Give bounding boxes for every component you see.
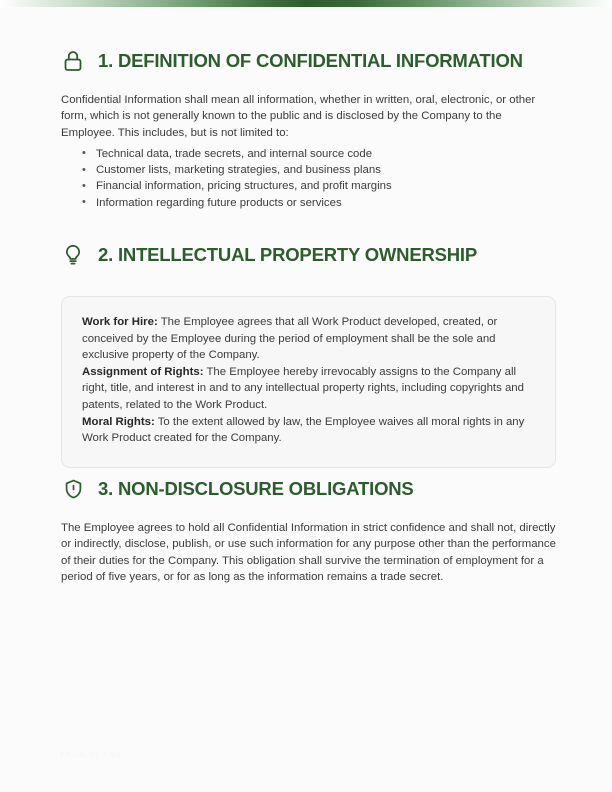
section-definition-of-confidential-information bbox=[0, 42, 612, 211]
list-item: • Customer lists, marketing strategies, and business plans bbox=[96, 162, 612, 178]
confidential-information-list bbox=[0, 146, 612, 211]
lightbulb-icon bbox=[60, 242, 86, 268]
section-title: 3. NON-DISCLOSURE OBLIGATIONS bbox=[98, 478, 414, 499]
lock-icon bbox=[60, 48, 86, 74]
clause-text: The Employee agrees that all Work Product developed, created, or conceived by the Employee during the period of employment shall be the sole and exclusive property of the Company. bbox=[82, 316, 498, 362]
section-intellectual-property-ownership bbox=[0, 236, 612, 468]
list-item: • Financial information, pricing structures, and profit margins bbox=[96, 178, 612, 194]
section-header bbox=[0, 470, 612, 508]
clause-label: Assignment of Rights: bbox=[82, 365, 204, 378]
list-item: • Technical data, trade secrets, and internal source code bbox=[96, 146, 612, 162]
clause-assignment-of-rights bbox=[82, 364, 535, 414]
page-number-label: PAGE 02 / 03 bbox=[60, 749, 121, 759]
section-header bbox=[0, 42, 612, 80]
shield-alert-icon bbox=[60, 476, 86, 502]
section-paragraph: Confidential Information shall mean all information, whether in written, oral, electronic, or other form, which is not generally known to the public and is disclosed by the Company to the Employee. This includes, but is not limited to: bbox=[61, 94, 536, 139]
clause-label: Moral Rights: bbox=[82, 415, 155, 428]
clause-label: Work for Hire: bbox=[82, 316, 158, 328]
section-title: 2. INTELLECTUAL PROPERTY OWNERSHIP bbox=[98, 244, 477, 265]
gradient-divider-icon bbox=[0, 0, 612, 7]
section-non-disclosure-obligations bbox=[0, 470, 612, 585]
section-paragraph: The Employee agrees to hold all Confidential Information in strict confidence and shall not, directly or indirectly, disclose, publish, or use such information for any purpose other than the performance of their duties for the Company. This obligation shall survive the termination of employment for a period of five years, or for as long as the information remains a trade secret. bbox=[61, 522, 556, 583]
clause-text: To the extent allowed by law, the Employee waives all moral rights in any Work Product created for the Company. bbox=[82, 415, 525, 445]
list-item: • Information regarding future products or services bbox=[96, 195, 612, 211]
section-title: 1. DEFINITION OF CONFIDENTIAL INFORMATION bbox=[98, 50, 523, 71]
section-header bbox=[0, 236, 612, 274]
clause-work-for-hire bbox=[82, 314, 535, 364]
ip-clauses-card bbox=[61, 296, 556, 468]
clause-moral-rights bbox=[82, 414, 535, 447]
clause-text: The Employee hereby irrevocably assigns to the Company all right, title, and interest in and to any intellectual property rights, including copyrights and patents, related to the Work Product. bbox=[82, 365, 524, 411]
